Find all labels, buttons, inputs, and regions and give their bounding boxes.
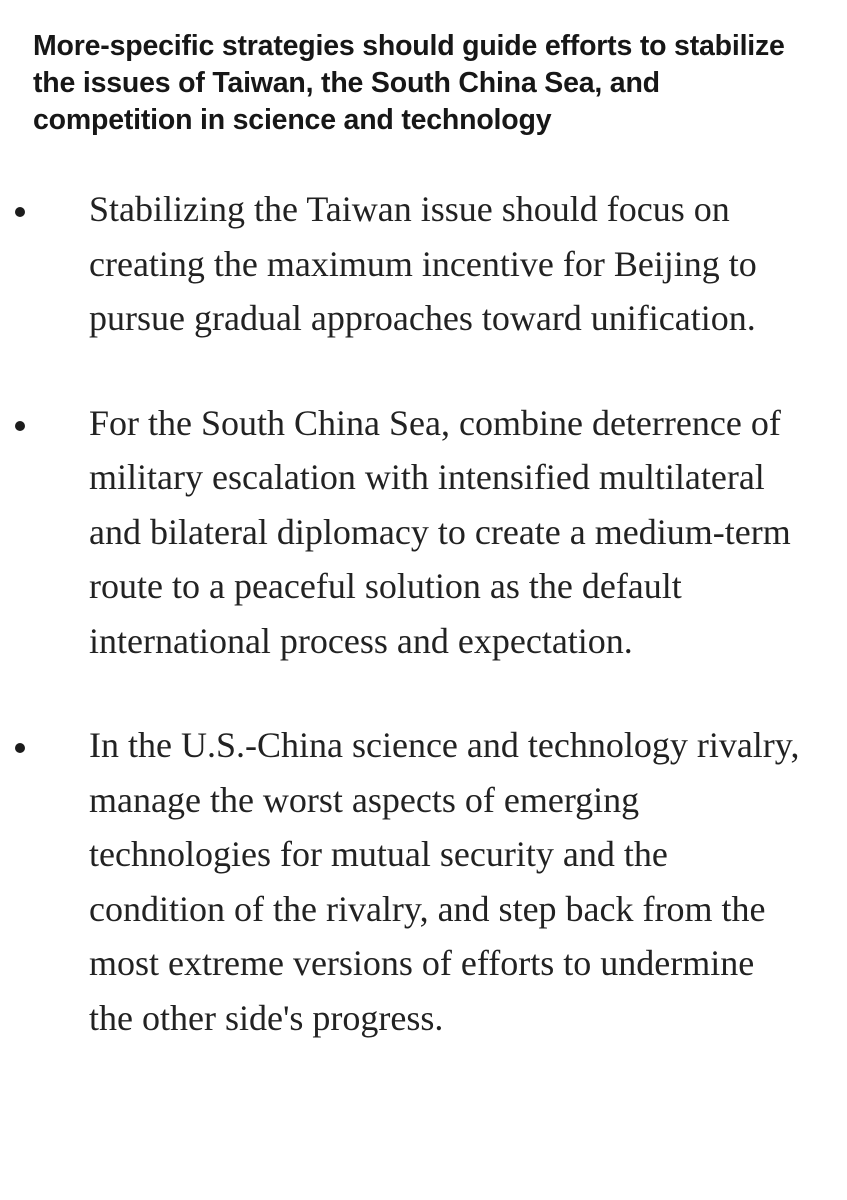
section-heading: More-specific strategies should guide efforts to stabilize the issues of Taiwan, the South China Sea, and competition in science and technology <box>33 30 785 136</box>
bullet-icon <box>15 207 25 217</box>
bullet-text: Stabilizing the Taiwan issue should focus on creating the maximum incentive for Beijing to pursue gradual approaches toward unification. <box>89 189 757 338</box>
bullet-icon <box>15 421 25 431</box>
bullet-icon <box>15 743 25 753</box>
bullet-item-science-technology <box>0 718 847 1045</box>
strategy-bullet-list <box>0 182 847 1045</box>
bullet-item-taiwan <box>0 182 847 346</box>
bullet-text: For the South China Sea, combine deterrence of military escalation with intensified multilateral and bilateral diplomacy to create a medium-term route to a peaceful solution as the default international process and expectation. <box>89 402 791 661</box>
bullet-text: In the U.S.-China science and technology rivalry, manage the worst aspects of emerging technologies for mutual security and the condition of the rivalry, and step back from the most extreme versions of efforts to undermine the other side's progress. <box>89 725 800 1038</box>
bullet-item-south-china-sea <box>0 396 847 669</box>
